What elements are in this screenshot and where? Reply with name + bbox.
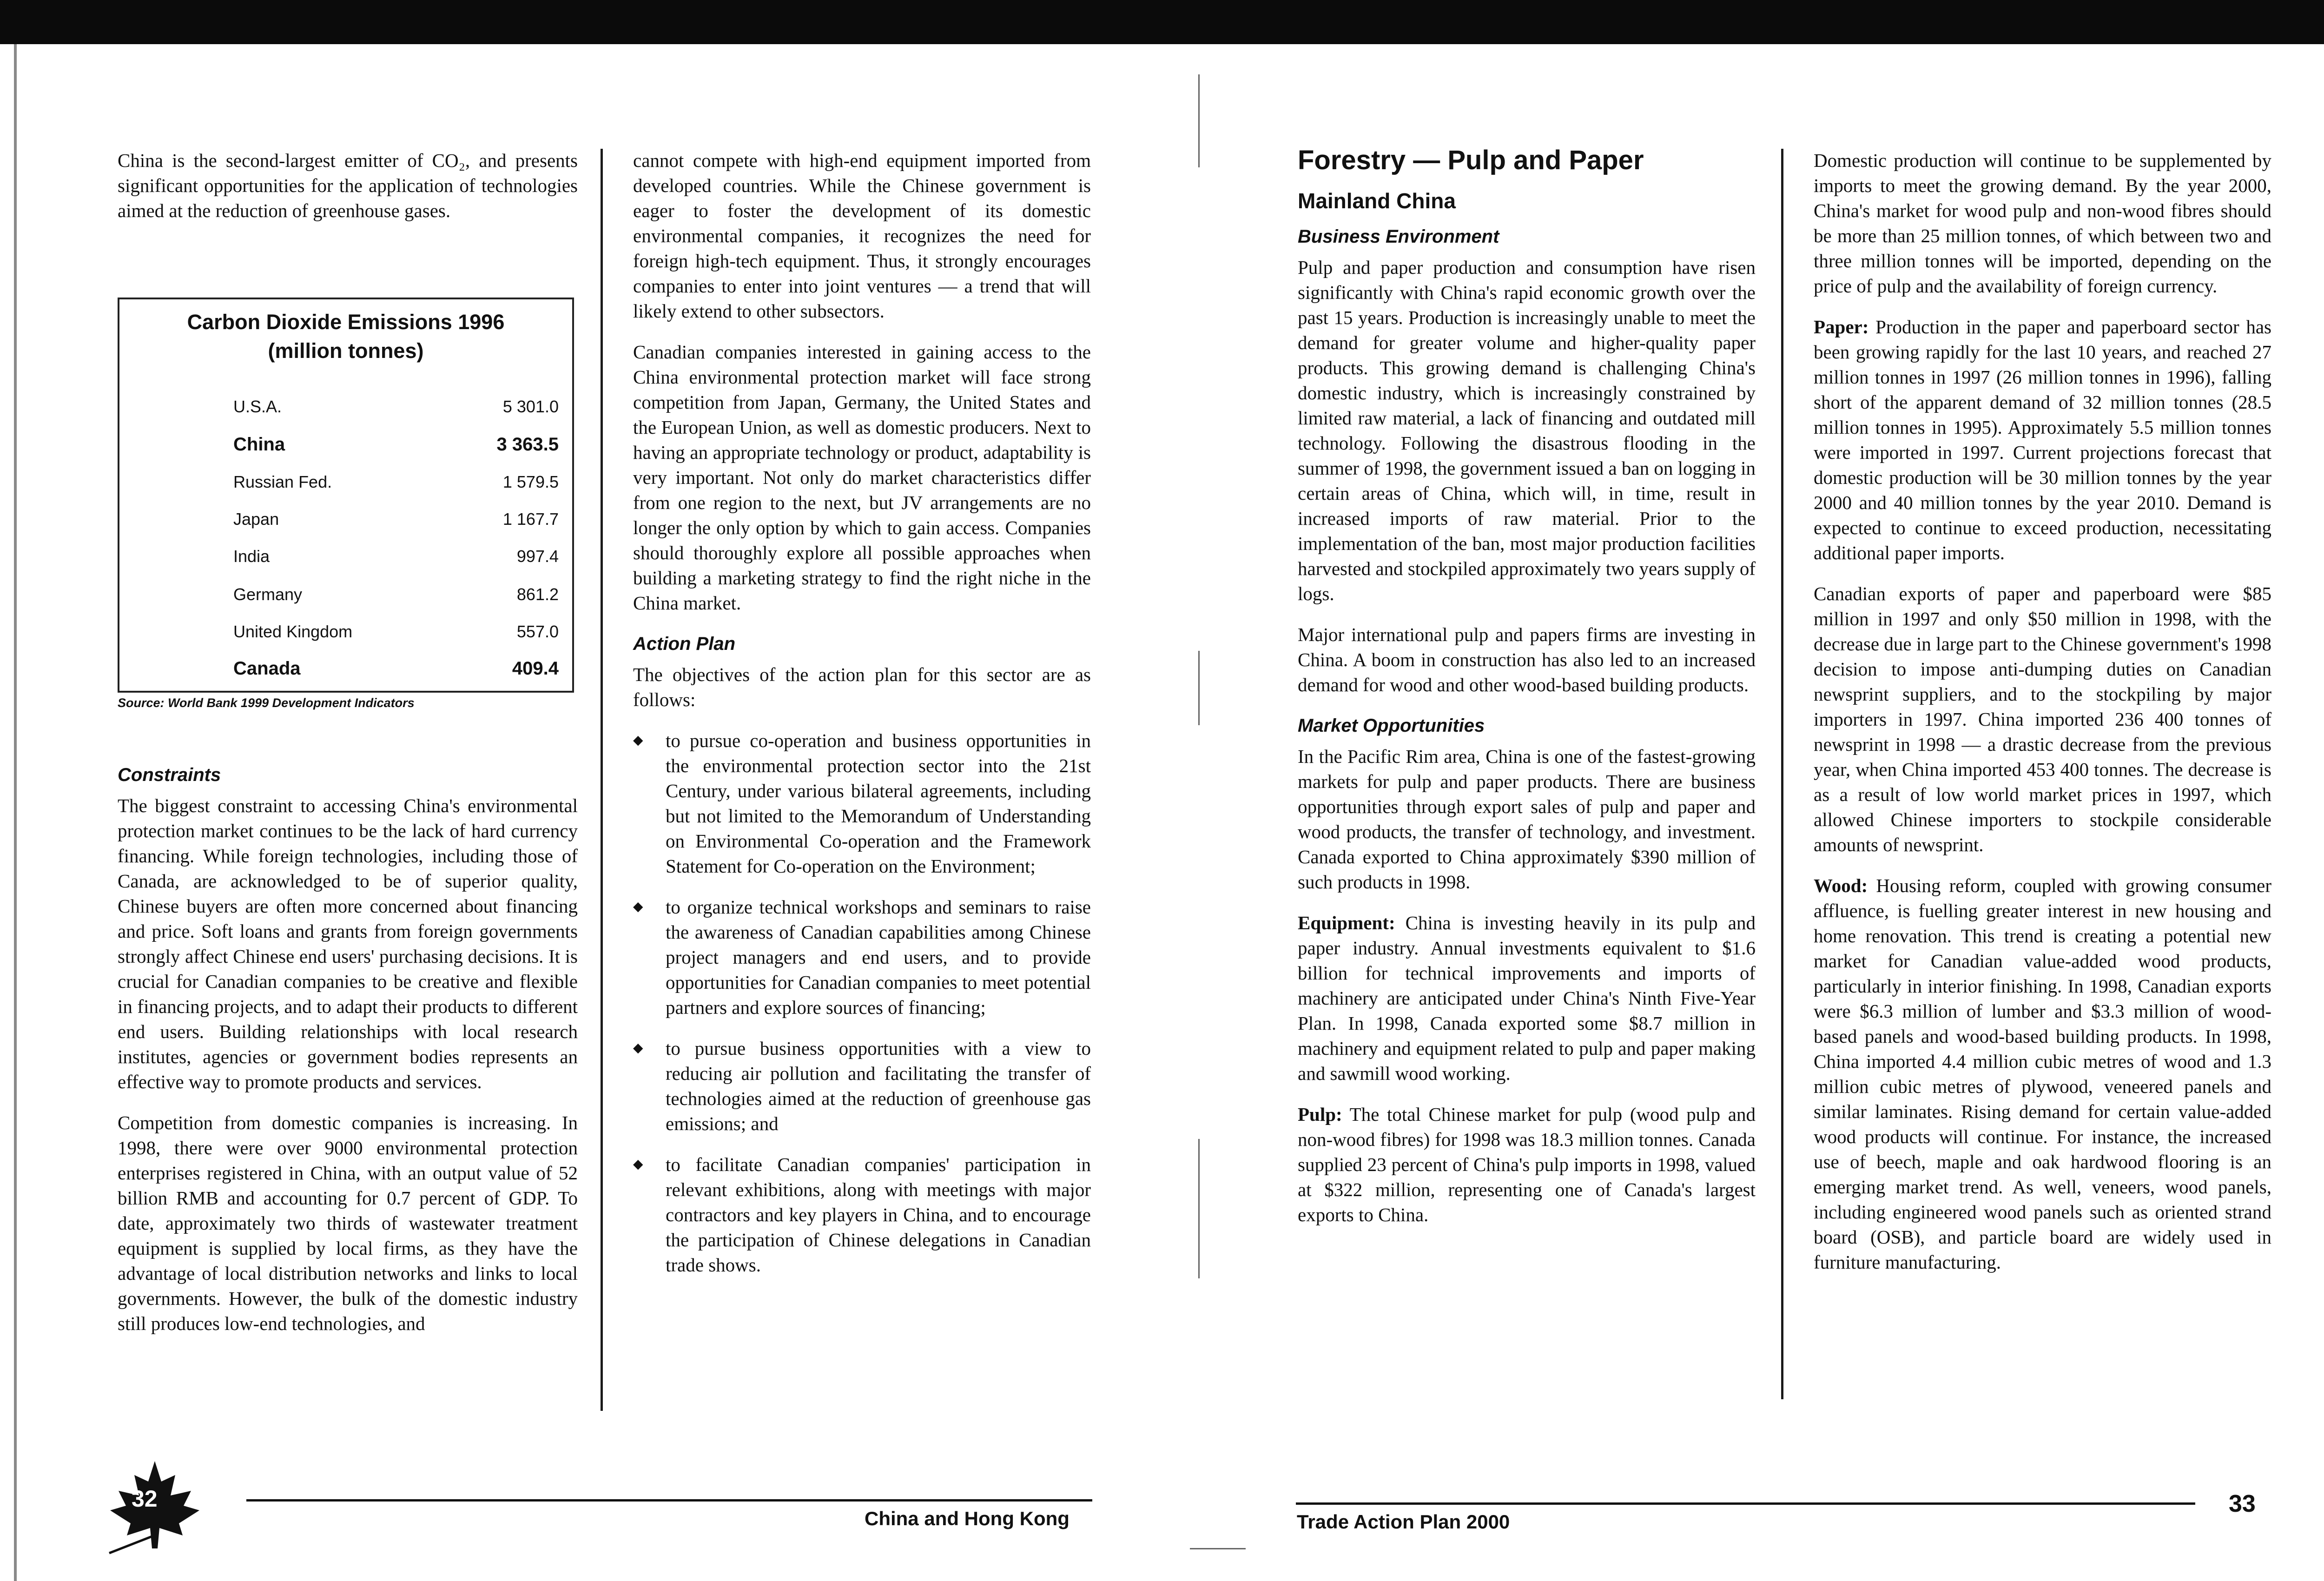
value-cell: 409.4 [512,658,559,679]
right-col2 [1814,148,2271,1290]
market-paragraph: In the Pacific Rim area, China is one of the fastest-growing markets for pulp and paper products. There are business opportunities through export sales of pulp and paper and wood products, the transfer of technology, and investment. Canada exported to China approximately $390 million of such products in 1998. [1298,746,1756,893]
market-opportunities-heading: Market Opportunities [1298,715,1485,736]
country-cell: Germany [233,585,303,604]
region-heading: Mainland China [1298,189,1456,213]
list-item: ◆ to pursue co-operation and business opportunities in the environmental protection sector into the 21st Century, under various bilateral agreements, including but not limited to the Memorandum of Understanding on Environmental Co-operation and the Framework Statement for Co-operation on the Environment; [633,728,1091,879]
value-cell: 997.4 [516,547,559,566]
binding-gutter-mark [1198,74,1200,167]
scan-page-edge [14,44,17,1581]
column-divider [601,149,603,1411]
scan-top-border [0,0,2324,44]
pulp-paragraph [1298,1102,1756,1227]
wood-paragraph [1814,873,2271,1275]
value-cell: 861.2 [516,585,559,604]
business-environment-heading: Business Environment [1298,226,1499,247]
competition-paragraph: Competition from domestic companies is increasing. In 1998, there were over 9000 environmental protection enterprises registered in China, with an output value of 52 billion RMB and accounting for 0.7 percent of GDP. To date, approximately two thirds of wastewater treatment equipment is supplied by local firms, as they have the advantage of local distribution networks and links to local governments. However, the bulk of the domestic industry still produces low-end technologies, and [118,1112,578,1334]
objectives-list [633,728,1091,1277]
footer-title-right: Trade Action Plan 2000 [1297,1511,1510,1533]
wood-lead: Wood: [1814,875,1868,896]
table-source: Source: World Bank 1999 Development Indicators [118,696,415,710]
exports-paragraph: Canadian exports of paper and paperboard were $85 million in 1997 and only $50 million in 1998, with the decrease due in large part to the Chinese government's 1998 decision to impose anti-dumping duties on Canadian newsprint suppliers, and to the stockpiling by major importers in 1997. China imported 236 400 tonnes of newsprint in 1998 — a drastic decrease from the previous year, when China imported 453 400 tonnes. The decrease is as a result of low world market prices in 1997, which allowed Chinese importers to stockpile considerable amounts of newsprint. [1814,583,2271,855]
page-number-right: 33 [2229,1490,2256,1517]
left-col1-intro [118,148,578,239]
country-cell: U.S.A. [233,397,282,416]
value-cell: 5 301.0 [502,397,559,416]
paper-text: Production in the paper and paperboard sector has been growing rapidly for the last 10 years, and reached 27 million tonnes in 1997 (26 million tonnes in 1996), falling short of the apparent demand of 32 million tonnes (28.5 million tonnes in 1995). Approximately 5.5 million tonnes were imported in 1997. Current projections forecast that domestic production will be 30 million tonnes by the year 2000 and 40 million tonnes by the year 2010. Demand is expected to continue to exceed production, necessitating additional paper imports. [1814,316,2271,563]
footer-rule-right [1296,1502,2195,1505]
intro-paragraph: China is the second-largest emitter of CO₂, and presents significant opportunities for the application of technologies aimed at the reduction of greenhouse gases. [118,150,578,221]
list-item: ◆ to pursue business opportunities with a view to reducing air pollution and facilitating the transfer of technologies aimed at the reduction of greenhouse gas emissions; and [633,1036,1091,1136]
country-cell: Japan [233,509,279,529]
list-item: ◆ to facilitate Canadian companies' participation in relevant exhibitions, along with meetings with major contractors and key players in China, and to encourage the participation of Chinese delegations in Canadian trade shows. [633,1152,1091,1277]
pulp-lead: Pulp: [1298,1104,1342,1125]
country-cell: Canada [233,658,301,679]
paper-lead: Paper: [1814,316,1869,337]
value-cell: 557.0 [516,622,559,641]
business-paragraph: Pulp and paper production and consumption have risen significantly with China's rapid economic growth over the past 15 years. Production is increasingly unable to meet the demand for greater volume and higher-quality paper products. This growing demand is challenging China's domestic industry, which is increasingly constrained by limited raw material, a lack of financing and outdated mill technology. Following the disastrous flooding in the summer of 1998, the government issued a ban on logging in certain areas of China, which will, in time, result in increased imports of raw material. Prior to the implementation of the ban, most major production facilities harvested and stockpiled approximately two years supply of logs. [1298,257,1756,604]
constraints-heading: Constraints [118,765,221,785]
wood-text: Housing reform, coupled with growing consumer affluence, is fuelling greater interest in new housing and home renovation. This trend is creating a potential new market for Canadian value-added wood products, particularly in interior finishing. In 1998, Canadian exports were $6.3 million of lumber and $3.3 million of wood-based panels and wood-based building products. In 1998, China imported 4.4 million cubic metres of wood and 1.3 million cubic metres of plywood, veneered panels and similar laminates. Rising demand for certain value-added wood products will continue. For instance, the increased use of beech, maple and oak hardwood flooring is an emerging market trend. As well, veneers, wood panels, including engineered wood panels such as oriented strand board (OSB), and particle board are widely used in furniture manufacturing. [1814,875,2271,1273]
section-title: Forestry — Pulp and Paper [1298,145,1644,175]
country-cell: United Kingdom [233,622,353,641]
equipment-lead: Equipment: [1298,912,1395,933]
left-col1-constraints [118,762,578,1352]
column-divider [1781,149,1783,1399]
table-title: Carbon Dioxide Emissions 1996 [187,310,505,334]
competition-paragraph-2: Canadian companies interested in gaining access to the China environmental protection market will face strong competition from Japan, Germany, the United States and the European Union, as well as domestic producers. Next to having an appropriate technology or product, adaptability is very important. Not only do market characteristics differ from one region to the next, but JV arrangements are no longer the only option by which to gain access. Companies should thoroughly explore all possible approaches when building a marketing strategy to find the right niche in the China market. [633,341,1091,614]
table-subtitle: (million tonnes) [268,339,424,363]
equipment-paragraph [1298,910,1756,1086]
jv-paragraph: cannot compete with high-end equipment imported from developed countries. While the Chinese government is eager to foster the development of its domestic environmental companies, it recognizes the need for foreign high-tech equipment. Thus, it strongly encourages companies to enter into joint ventures — a trend that will likely extend to other subsectors. [633,150,1091,322]
paper-paragraph [1814,314,2271,565]
pulp-text: The total Chinese market for pulp (wood pulp and non-wood fibres) for 1998 was 18.3 million tonnes. Canada supplied 23 percent of China's pulp imports in 1998, valued at $322 million, representing one of Canada's largest exports to China. [1298,1104,1756,1225]
equipment-text: China is investing heavily in its pulp and paper industry. Annual investments equivalent to $1.6 billion for technical improvements and imports of machinery are anticipated under China's Ninth Five-Year Plan. In 1998, Canada exported some $8.7 million in machinery and equipment related to pulp and paper making and sawmill wood working. [1298,912,1756,1084]
country-cell: Russian Fed. [233,472,332,491]
country-cell: China [233,434,285,455]
value-cell: 1 167.7 [502,509,559,529]
value-cell: 3 363.5 [496,434,559,455]
page-number-left: 32 [132,1486,158,1512]
investment-paragraph: Major international pulp and papers firms are investing in China. A boom in construction has also led to an increased demand for wood and other wood-based building products. [1298,624,1756,695]
right-col1 [1298,144,1756,1243]
binding-gutter-mark [1198,1139,1200,1278]
left-col2 [633,148,1091,1293]
co2-emissions-table [118,298,574,693]
country-cell: India [233,547,270,566]
action-plan-heading: Action Plan [633,634,736,654]
action-plan-intro: The objectives of the action plan for this sector are as follows: [633,664,1091,710]
constraints-paragraph: The biggest constraint to accessing China's environmental protection market continues to be the lack of hard currency financing. While foreign technologies, including those of Canada, are acknowledged to be of superior quality, Chinese buyers are often more concerned about financing and price. Soft loans and grants from foreign governments strongly affect Chinese end users' purchasing decisions. It is crucial for Canadian companies to be creative and flexible in financing projects, and to adapt their products to different end users. Building relationships with local research institutes, agencies or government bodies represents an effective way to promote products and services. [118,795,578,1092]
binding-gutter-mark [1198,651,1200,725]
footer-rule-left [246,1499,1092,1502]
list-item: ◆ to organize technical workshops and seminars to raise the awareness of Canadian capabilities among Chinese project managers and end users, and to provide opportunities for Canadian companies to meet potential partners and explore sources of financing; [633,894,1091,1020]
value-cell: 1 579.5 [502,472,559,491]
maple-leaf-logo [100,1457,207,1555]
footer-title-left: China and Hong Kong [865,1508,1070,1529]
domestic-production-paragraph: Domestic production will continue to be supplemented by imports to meet the growing demand. By the year 2000, China's market for wood pulp and non-wood fibres should be more than 25 million tonnes, of which between two and three million tonnes will be imported, depending on the price of pulp and the availability of foreign currency. [1814,150,2271,297]
binding-gutter-mark [1190,1548,1246,1549]
